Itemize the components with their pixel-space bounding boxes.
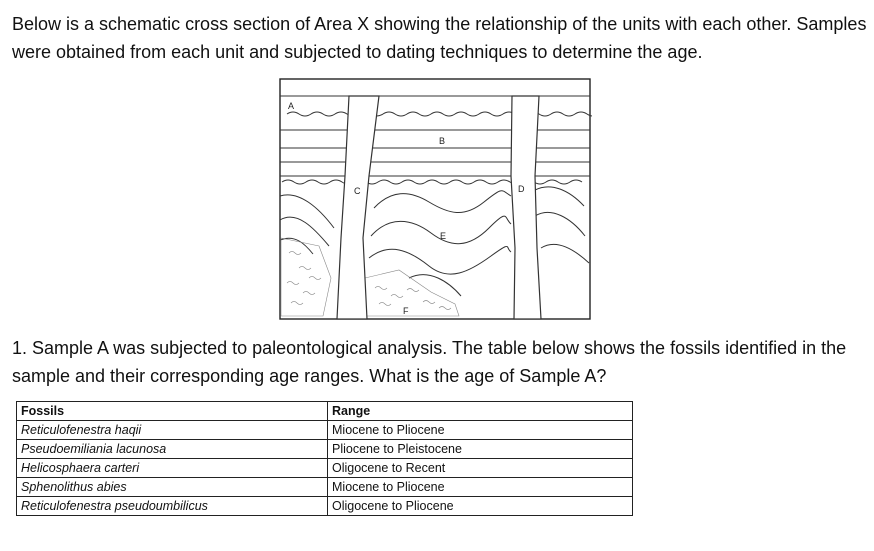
fossil-name: Sphenolithus abies	[17, 478, 328, 497]
label-f: F	[403, 306, 409, 316]
table-row	[17, 478, 633, 497]
fossil-range: Miocene to Pliocene	[328, 478, 633, 497]
dike-c	[337, 96, 379, 319]
fossil-name: Reticulofenestra pseudoumbilicus	[17, 497, 328, 516]
table-row	[17, 440, 633, 459]
intro-paragraph: Below is a schematic cross section of Area X showing the relationship of the units with each other. Samples were obtained from each unit and subjected to dating techniques to determine the age.	[12, 14, 867, 62]
label-d: D	[518, 184, 525, 194]
label-a: A	[288, 101, 295, 111]
diagram-frame	[280, 79, 590, 319]
unit-e-folds	[280, 187, 589, 296]
table-row	[17, 459, 633, 478]
fossil-range: Miocene to Pliocene	[328, 421, 633, 440]
fossil-range: Oligocene to Recent	[328, 459, 633, 478]
table-header-row	[17, 402, 633, 421]
fossil-range: Oligocene to Pliocene	[328, 497, 633, 516]
fossil-name: Helicosphaera carteri	[17, 459, 328, 478]
unit-b-strata	[280, 130, 590, 176]
header-fossils: Fossils	[17, 402, 328, 421]
label-e: E	[440, 231, 447, 241]
table-row	[17, 421, 633, 440]
fossil-range: Pliocene to Pleistocene	[328, 440, 633, 459]
label-c: C	[354, 186, 361, 196]
question-paragraph: 1. Sample A was subjected to paleontological analysis. The table below shows the fossils identified in the sample and their corresponding age ranges. What is the age of Sample A?	[12, 338, 847, 386]
unit-a-strata	[280, 96, 592, 116]
unit-f-patches	[281, 238, 459, 316]
fossil-range-table	[16, 401, 633, 516]
fossil-name: Reticulofenestra haqii	[17, 421, 328, 440]
table-row	[17, 497, 633, 516]
fossil-name: Pseudoemiliania lacunosa	[17, 440, 328, 459]
cross-section-diagram	[279, 78, 592, 321]
unconformity-line	[282, 180, 582, 184]
label-b: B	[439, 136, 446, 146]
dike-d	[511, 96, 541, 319]
header-range: Range	[328, 402, 633, 421]
